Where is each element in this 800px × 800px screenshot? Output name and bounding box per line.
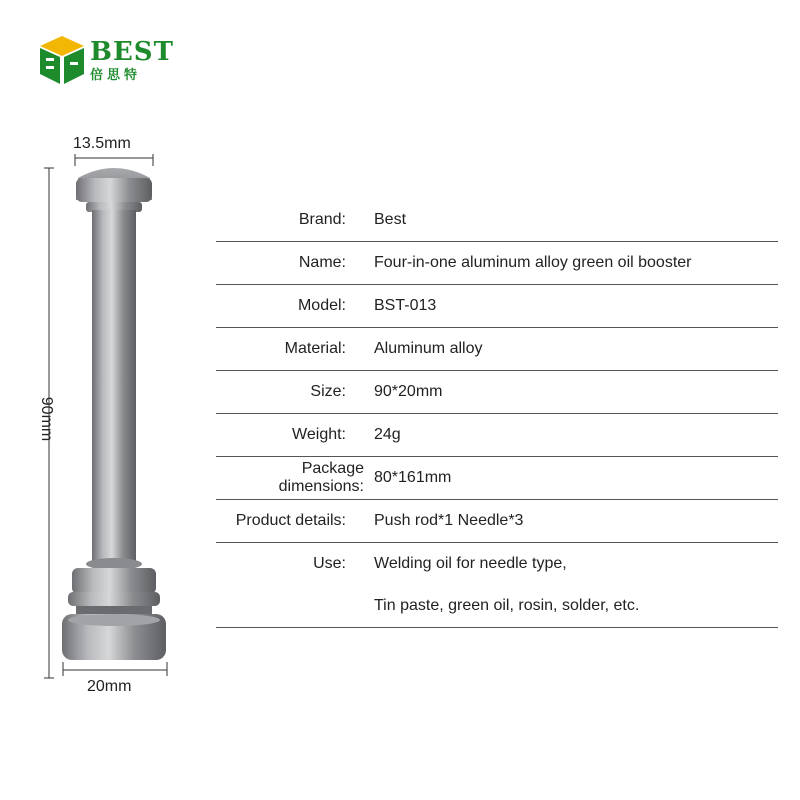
spec-value: Welding oil for needle type, [374, 555, 567, 572]
spec-label: Model: [297, 297, 346, 314]
spec-row-name [216, 242, 778, 285]
top-dimension-line [75, 154, 153, 166]
spec-value: Four-in-one aluminum alloy green oil booster [374, 254, 692, 271]
spec-label: Weight: [292, 426, 346, 443]
spec-value: 24g [374, 426, 401, 443]
spec-label: Package dimensions: [278, 460, 364, 495]
bottom-dimension-line [63, 662, 167, 676]
logo-text: BEST [90, 37, 174, 67]
spec-value: Aluminum alloy [374, 340, 483, 357]
spec-label: Name: [298, 254, 346, 271]
spec-value: Tin paste, green oil, rosin, solder, etc. [374, 597, 640, 614]
spec-value: Push rod*1 Needle*3 [374, 512, 524, 529]
spec-row-size [216, 371, 778, 414]
spec-row-product-details [216, 500, 778, 543]
dimension-bottom-label: 20mm [87, 678, 132, 695]
spec-label: Size: [310, 383, 346, 400]
spec-value: BST-013 [374, 297, 437, 314]
spec-label: Use: [313, 555, 346, 572]
push-rod-shaft [92, 210, 136, 562]
spec-row-use [216, 543, 778, 585]
spec-row-material [216, 328, 778, 371]
spec-value: 90*20mm [374, 383, 443, 400]
spec-label: Material: [284, 340, 346, 357]
side-dimension-line [44, 168, 54, 678]
spec-row-use-continued [216, 585, 778, 628]
spec-value: 80*161mm [374, 469, 452, 486]
spec-row-weight [216, 414, 778, 457]
logo-mark-icon [40, 36, 84, 84]
spec-value: Best [374, 211, 407, 228]
spec-label: Brand: [298, 211, 346, 228]
dimension-height-label: 90mm [38, 396, 55, 442]
push-rod-base [62, 558, 166, 660]
spec-row-model [216, 285, 778, 328]
logo-subtext: 倍思特 [90, 67, 142, 82]
push-rod-cap [76, 168, 152, 212]
spec-row-brand [216, 199, 778, 242]
dimension-top-label: 13.5mm [73, 135, 131, 152]
product-illustration [30, 150, 190, 690]
spec-table [216, 199, 778, 628]
spec-row-package-dimensions [216, 457, 778, 500]
spec-label: Product details: [235, 512, 346, 529]
